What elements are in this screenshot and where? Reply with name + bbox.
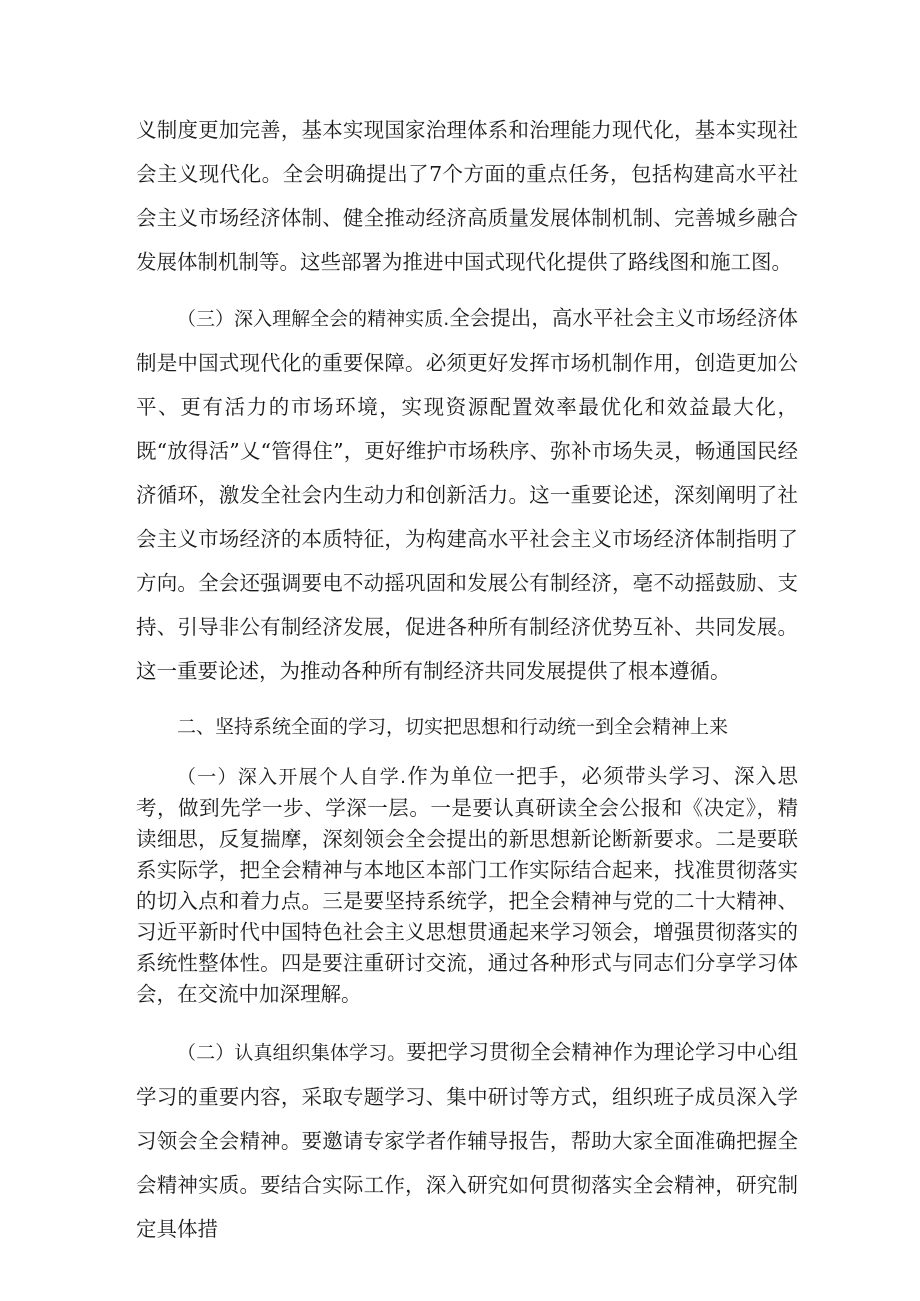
- section-heading: [136, 705, 798, 749]
- document-page: [136, 108, 798, 1263]
- paragraph-text: 要把学习贯彻全会精神作为理论学习中心组学习的重要内容，采取专题学习、集中研讨等方式，组织班子成员深入学习领会全会精神。要邀请专家学者作辅导报告，帮助大家全面准确把握全会精神实质。要结合实际工作，深入研究如何贯彻落实全会精神，研究制定具体措: [136, 1040, 798, 1241]
- paragraph-continued: [136, 108, 798, 284]
- heading-text: 二、坚持系统全面的学习，切实把思想和行动统一到全会精神上来: [177, 716, 729, 738]
- paragraph-text: 全会提出，高水平社会主义市场经济体制是中国式现代化的重要保障。必须更好发挥市场机制作用，创造更加公平、更有活力的市场环境，实现资源配置效率最优化和效益最大化，既“放得活”乂“管得住”，更好维护市场秩序、弥补市场失灵，畅通国民经济循环，激发全社会内生动力和创新活力。这一重要论述，深刻阐明了社会主义市场经济的本质特征，为构建高水平社会主义市场经济体制指明了方向。全会还强调要电不动摇巩固和发展公有制经济，亳不动摇鼓励、支持、引导非公有制经济发展，促进各种所有制经济优势互补、共同发展。这一重要论述，为推动各种所有制经济共同发展提供了根本遵循。: [136, 306, 798, 683]
- paragraph-section-3: [136, 296, 798, 693]
- paragraph-text: 义制度更加完善，基本实现国家治理体系和治理能力现代化，基本实现社会主义现代化。全会明确提出了7个方面的重点任务，包括构建高水平社会主义市场经济体制、健全推动经济高质量发展体制机制、完善城乡融合发展体制机制等。这些部署为推进中国式现代化提供了路线图和施工图。: [136, 118, 798, 274]
- paragraph-lead: （一）深入开展个人自学.: [177, 766, 407, 788]
- paragraph-subsection-1: [136, 761, 798, 1010]
- paragraph-lead: （三）深入理解全会的精神实质.: [177, 308, 450, 330]
- paragraph-lead: （二）认真组织集体学习。: [177, 1042, 407, 1064]
- paragraph-text: 作为单位一把手，必须带头学习、深入思考，做到先学一步、学深一层。一是要认真研读全会公报和《决定》，精读细思，反复揣摩，深刻领会全会提出的新思想新论断新要求。二是要联系实际学，把全会精神与本地区本部门工作实际结合起来，找准贯彻落实的切入点和着力点。三是要坚持系统学，把全会精神与党的二十大精神、习近平新时代中国特色社会主义思想贯通起来学习领会，增强贯彻落实的系统性整体性。四是要注重研讨交流，通过各种形式与同志们分享学习体会，在交流中加深理解。: [136, 764, 798, 1006]
- paragraph-subsection-2: [136, 1030, 798, 1251]
